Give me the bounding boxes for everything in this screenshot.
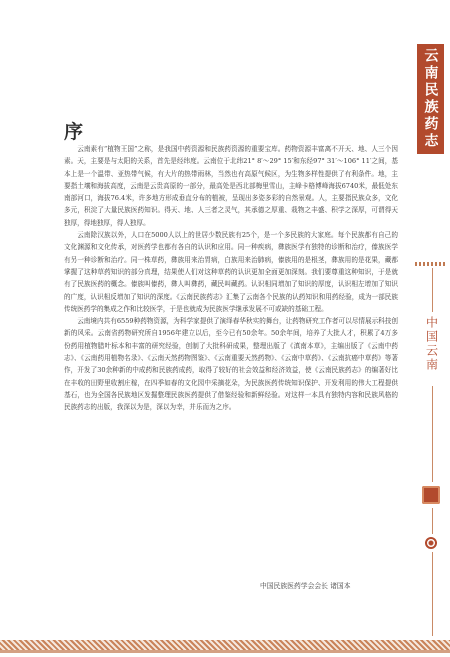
- paragraph: 云南除汉族以外，人口在5000人以上的世居少数民族有25个，是一个多民族的大家庭。每个民族都有自己的文化渊源和文化传承，对医药学也都有各自的认识和应用。同一种疾病，彝族医学有独特的诊断和治疗，傣族医学有另一种诊断和治疗。同一株草药，彝族用来治胃病，白族用来治肺病，傣族用的是根茎，彝族用的是花果，藏都掌握了这种草药知识的部分真理，结果使人们对这种草药的认识更加全面更加深刻。我们要尊重这种知识，于是就有了民族医药的概念。傣族叫傣药，彝人叫彝药，藏民叫藏药。认识相同增加了知识的厚度，认识相左增加了知识的广度，认识相反增加了知识的深度。《云南民族药志》汇集了云南各个民族的认药知识和用药经验，成为一部民族传统医药学的集成之作和比较医学，于是也就成为民族医学继承发展不可或缺的基础工程。: [64, 231, 398, 313]
- paragraph: 云南境内共有6559种药物资源，为科学家提供了演绎春华秋实的舞台，让药物研究工作者可以尽情展示科技创新的风采。云南省药物研究所自1956年建立以后，至今已有50余年。50余年间，培养了大批人才，积累了4万多份药用植物腊叶标本和丰富的研究经验，创制了大批科研成果，整理出版了《滇南本草》，主编出版了《云南中药志》、《云南药用植物名录》、《云南天然药物图鉴》、《云南重要天然药物》、《云南中草药》、《云南抗癌中草药》等著作，开发了30余种新的中成药和民族药成药，取得了较好的社会效益和经济效益，使《云南民族药志》的编著好比在丰收的田野里收割庄稼，在四季如春的文化园中采摘花朵，为民族医药传统知识保护、开发利用的伟大工程提供基石，也为全国各民族地区发掘整理民族医药提供了借鉴经验和新鲜经验。对这样一本具有独特内容和民族风格的民族药志的出版，我深以为是，深以为幸，并乐而为之序。: [64, 317, 398, 412]
- signature: 中国民族医药学会会长 诸国本: [260, 582, 351, 590]
- side-book-title: [417, 44, 444, 154]
- bottom-ornament-bar: [0, 650, 450, 653]
- page-title: 序: [64, 121, 84, 143]
- bottom-ornament-band: [0, 640, 450, 650]
- preface-body: [64, 143, 398, 414]
- side-divider-ornament: [415, 262, 447, 266]
- side-divider-line: [432, 508, 433, 534]
- side-divider-line: [432, 386, 433, 482]
- side-section-label-text: 中国云南: [424, 316, 439, 372]
- circle-dot-icon: [425, 537, 437, 549]
- side-divider-line: [432, 552, 433, 636]
- side-book-title-text: 云南民族药志: [422, 48, 439, 150]
- paragraph: 云南素有“植物王国”之称，是我国中药资源和民族药资源的重要宝库。药物资源丰富离不开天、地、人三个因素。天，主要是与太阳的关系，首先是经纬度。云南位于北纬21° 8′～29° 15′和东经97° 31′～106° 11′之间，基本上是一个温带、亚热带气候，有大片的热带雨林，当然也有高原气候区，为生物多样性提供了有利条件。地，主要指土壤和海拔高度，云南是云贵高原的一部分，最高处是西北部梅里雪山，主峰卡格博峰海拔6740米，最低处东南部河口，海拔76.4米，许多地方形成垂直分布的植被，呈现出多姿多彩的自然景观。人，主要指民族众多，文化多元，积淀了大量民族医药知识。得天、地、人三者之灵气，其承德之厚重、栽物之丰盛、积学之深厚，可谓得天独厚，得地独厚，得人独厚。: [64, 145, 398, 227]
- seal-icon: [422, 486, 440, 504]
- side-section-label: [424, 316, 440, 380]
- side-divider-line: [432, 268, 433, 312]
